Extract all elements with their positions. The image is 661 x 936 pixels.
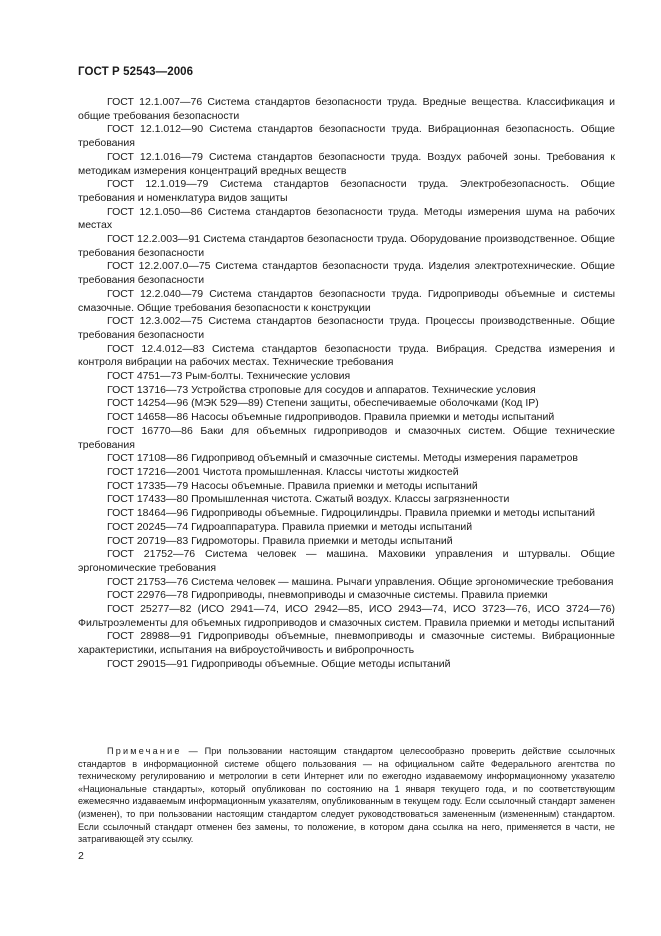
reference-item: ГОСТ 22976—78 Гидроприводы, пневмоприводы и смазочные системы. Правила приемки xyxy=(107,589,548,602)
note-paragraph xyxy=(78,745,615,846)
reference-item: ГОСТ 12.1.007—76 Система стандартов безопасности труда. Вредные вещества. Классификация и общие требования безопасности xyxy=(78,96,615,122)
reference-item: ГОСТ 17335—79 Насосы объемные. Правила приемки и методы испытаний xyxy=(107,479,478,492)
reference-item: ГОСТ 18464—96 Гидроприводы объемные. Гидроцилиндры. Правила приемки и методы испытаний xyxy=(107,507,596,520)
reference-item: ГОСТ 21753—76 Система человек — машина. Рычаги управления. Общие эргономические требования xyxy=(107,575,614,588)
page-number: 2 xyxy=(78,850,84,862)
reference-item: ГОСТ 12.1.019—79 Система стандартов безопасности труда. Электробезопасность. Общие требования и номенклатура видов защиты xyxy=(78,178,615,204)
document-header: ГОСТ Р 52543—2006 xyxy=(78,66,194,78)
reference-item: ГОСТ 14254—96 (МЭК 529—89) Степени защиты, обеспечиваемые оболочками (Код IP) xyxy=(107,397,539,410)
reference-item: ГОСТ 25277—82 (ИСО 2941—74, ИСО 2942—85, ИСО 2943—74, ИСО 3723—76, ИСО 3724—76) Фильтроэлементы для объемных гидроприводов и смазочных систем. Правила приемки и методы испытаний xyxy=(78,603,615,629)
normative-references-list xyxy=(78,96,615,672)
reference-item: ГОСТ 13716—73 Устройства строповые для сосудов и аппаратов. Технические условия xyxy=(107,383,536,396)
reference-item: ГОСТ 12.1.012—90 Система стандартов безопасности труда. Вибрационная безопасность. Общие требования xyxy=(78,123,615,150)
reference-item: ГОСТ 14658—86 Насосы объемные гидроприводов. Правила приемки и методы испытаний xyxy=(107,411,555,424)
reference-item: ГОСТ 12.4.012—83 Система стандартов безопасности труда. Вибрация. Средства измерения и контроля вибрации на рабочих местах. Технические требования xyxy=(78,342,615,369)
reference-item: ГОСТ 17216—2001 Чистота промышленная. Классы чистоты жидкостей xyxy=(107,465,459,478)
note-text: — При пользовании настоящим стандартом целесообразно проверить действие ссылочных стандартов в информационной системе общего пользования — на официальном сайте Федерального агентства по техническому регулированию и метрологии в сети Интернет или по ежегодно издаваемому информационному указателю «Национальные стандарты», который опубликован по состоянию на 1 января текущего года, и по соответствующим ежемесячно издаваемым информационным указателям, опубликованным в текущем году. Если ссылочный стандарт заменен (изменен), то при пользовании настоящим стандартом следует руководствоваться замененным (измененным) стандартом. Если ссылочный стандарт отменен без замены, то положение, в котором дана ссылка на него, применяется в части, не затрагивающей эту ссылку. xyxy=(78,746,615,845)
reference-item: ГОСТ 20719—83 Гидромоторы. Правила приемки и методы испытаний xyxy=(107,534,453,547)
reference-item: ГОСТ 12.1.016—79 Система стандартов безопасности труда. Воздух рабочей зоны. Требования к методикам измерения концентраций вредных веществ xyxy=(78,150,615,177)
reference-item: ГОСТ 12.1.050—86 Система стандартов безопасности труда. Методы измерения шума на рабочих местах xyxy=(78,205,615,232)
reference-item: ГОСТ 20245—74 Гидроаппаратура. Правила приемки и методы испытаний xyxy=(107,520,473,533)
reference-item: ГОСТ 21752—76 Система человек — машина. Маховики управления и штурвалы. Общие эргономические требования xyxy=(78,548,615,574)
reference-item: ГОСТ 16770—86 Баки для объемных гидроприводов и смазочных систем. Общие технические требования xyxy=(78,424,615,451)
reference-item: ГОСТ 4751—73 Рым-болты. Технические условия xyxy=(107,370,351,383)
reference-item: ГОСТ 29015—91 Гидроприводы объемные. Общие методы испытаний xyxy=(107,657,451,670)
reference-item: ГОСТ 12.2.003—91 Система стандартов безопасности труда. Оборудование производственное. Общие требования безопасности xyxy=(78,233,615,259)
reference-item: ГОСТ 12.3.002—75 Система стандартов безопасности труда. Процессы производственные. Общие требования безопасности xyxy=(78,315,615,341)
reference-item: ГОСТ 28988—91 Гидроприводы объемные, пневмоприводы и смазочные системы. Вибрационные характеристики, испытания на виброустойчивость и вибропрочность xyxy=(78,630,615,657)
reference-item: ГОСТ 17108—86 Гидропривод объемный и смазочные системы. Методы измерения параметров xyxy=(107,452,578,465)
reference-item: ГОСТ 12.2.040—79 Система стандартов безопасности труда. Гидроприводы объемные и системы смазочные. Общие требования безопасности к конструкции xyxy=(78,287,615,314)
reference-item: ГОСТ 12.2.007.0—75 Система стандартов безопасности труда. Изделия электротехнические. Общие требования безопасности xyxy=(78,260,615,287)
note-label: Примечание xyxy=(107,746,182,756)
reference-item: ГОСТ 17433—80 Промышленная чистота. Сжатый воздух. Классы загрязненности xyxy=(107,493,510,506)
